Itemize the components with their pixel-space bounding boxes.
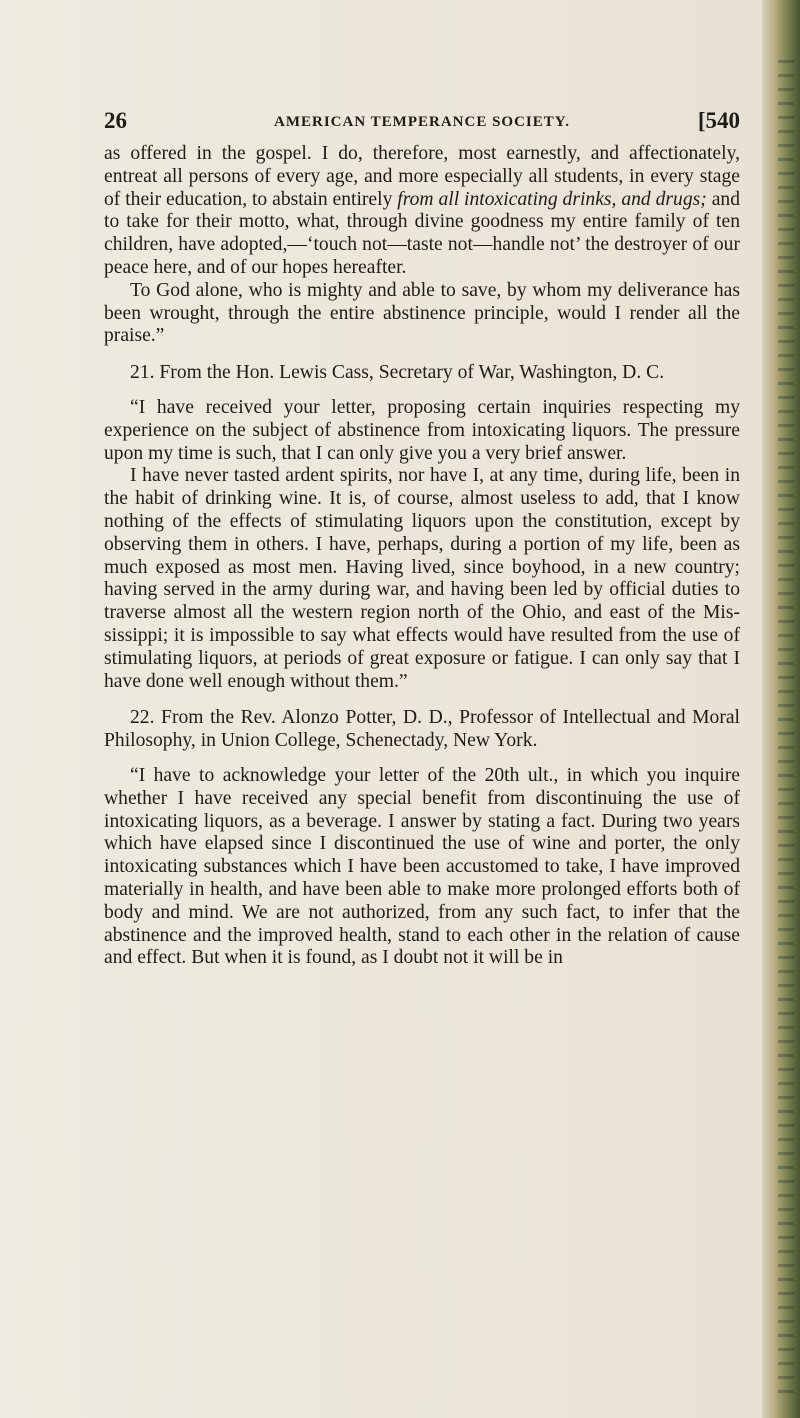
spine-texture xyxy=(778,60,794,1400)
page-header xyxy=(104,108,740,142)
page-reference: [540 xyxy=(697,108,740,133)
book-spine-edge xyxy=(762,0,800,1418)
paragraph-text: and to take for their motto, what, through divine goodness my entire family of ten children, have adopted,—‘touch not—taste not—handle not’ the destroyer of our peace here, and of our hopes hereafter. xyxy=(104,188,740,278)
body-text xyxy=(104,143,740,970)
paragraph: To God alone, who is mighty and able to save, by whom my deliverance has been wrought, through the entire abstinence principle, would I render all the praise.” xyxy=(104,279,740,347)
paragraph-text: as offered in the gospel. I do, therefore, most earnestly, and affectionately, entreat all persons of every age, and more especially all students, in every stage of their education, to abstain entirely xyxy=(104,143,740,210)
section-heading-cass: 21. From the Hon. Lewis Cass, Secretary of War, Washington, D. C. xyxy=(130,362,665,384)
paragraph: “I have to acknowledge your letter of the 20th ult., in which you inquire whether I have received any special benefit from discontinuing the use of intoxicating liquors, as a beverage. I answer by stating a fact. During two years which have elapsed since I discontinued the use of wine and porter, the only intoxicating substances which I have been accustomed to take, I have improved materially in health, and have been able to make more prolonged efforts both of body and mind. We are not authorized, from any such fact, to infer that the abstinence and the improved health, stand to each other in the relation of cause and effect. But when it is found, as I doubt not it will be in xyxy=(104,764,740,969)
emphasized-text: from all intoxicating drinks, and drugs; xyxy=(397,188,707,210)
section-heading-potter: 22. From the Rev. Alonzo Potter, D. D., Professor of Intellectual and Moral Philosophy, in Union College, Schenectady, New York. xyxy=(104,707,740,752)
paragraph-continuation xyxy=(104,143,740,280)
page-number: 26 xyxy=(104,108,127,133)
running-head: AMERICAN TEMPERANCE SOCIETY. xyxy=(274,114,570,130)
paragraph: I have never tasted ardent spirits, nor have I, at any time, during life, been in the habit of drinking wine. It is, of course, almost useless to add, that I know nothing of the effects of stimulating liquors upon the constitution, except by observing them in others. I have, perhaps, during a portion of my life, been as much exposed as most men. Having lived, since boyhood, in a new country; having served in the army during war, and having been led by official duties to traverse almost all the western region north of the Ohio, and east of the Mississippi; it is impossible to say what effects would have resulted from the use of stimulating liquors, at periods of great exposure or fatigue. I can only say that I have done well enough without them.” xyxy=(104,465,740,692)
paragraph: “I have received your letter, proposing certain inquiries respecting my experience on the subject of abstinence from intoxicating liquors. The pressure upon my time is such, that I can only give you a very brief answer. xyxy=(104,396,740,464)
